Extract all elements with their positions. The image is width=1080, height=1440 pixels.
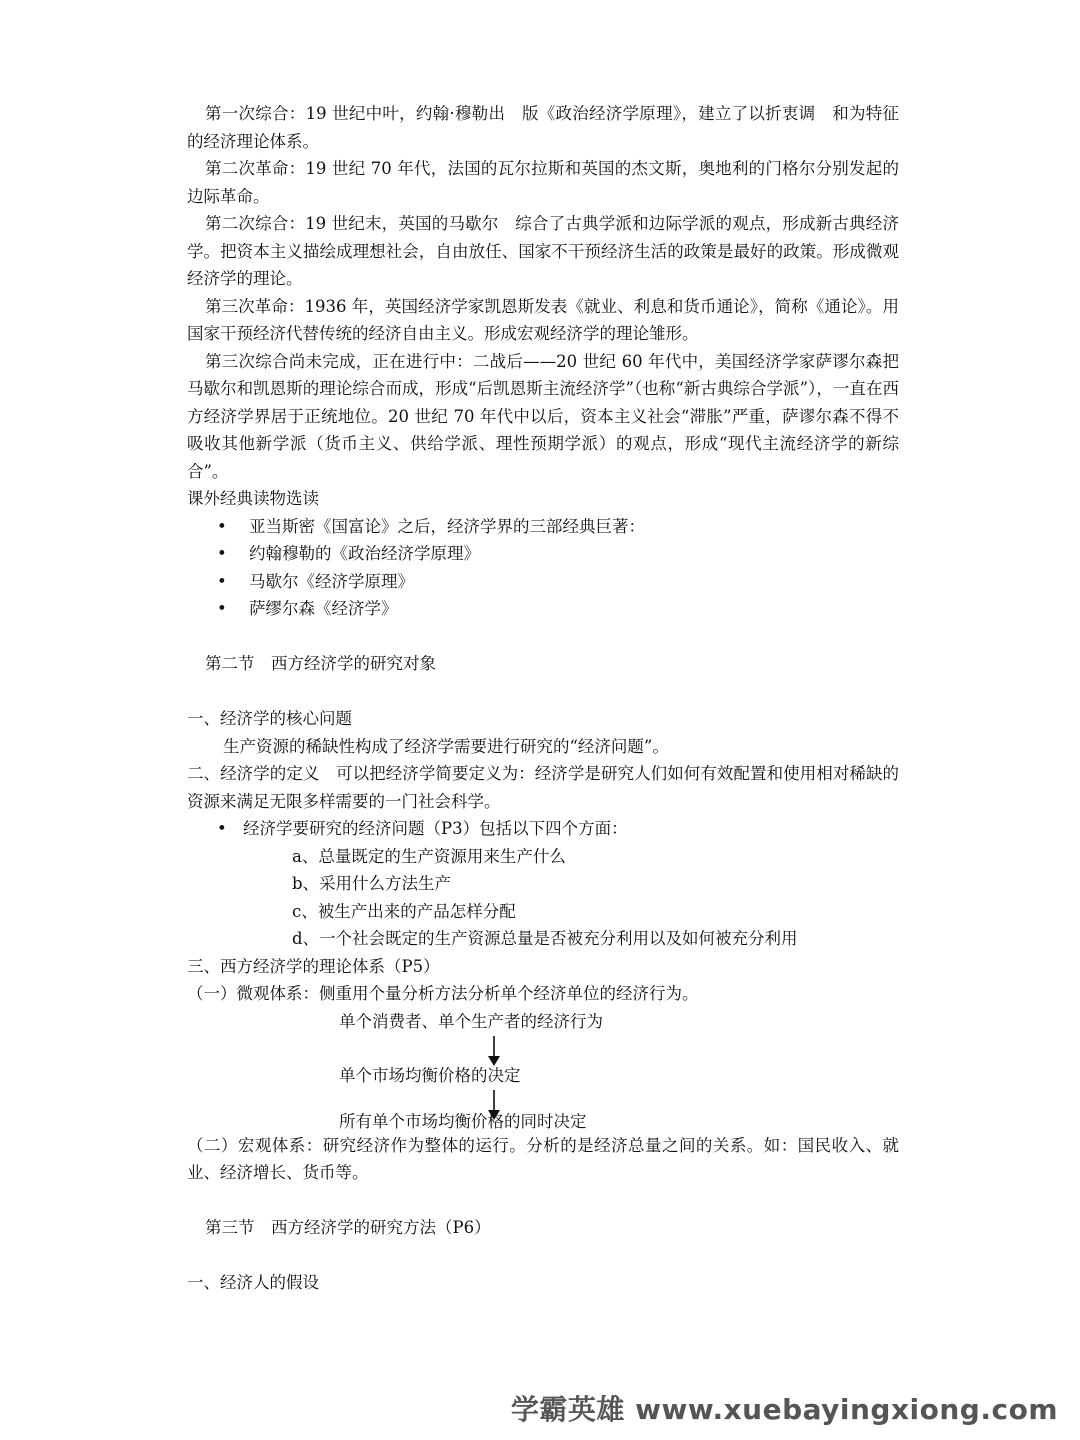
bullet-icon: • (217, 599, 227, 618)
theory-system-heading: 三、西方经济学的理论体系（P5） (187, 956, 440, 976)
reading-heading: 课外经典读物选读 (187, 489, 319, 508)
spacer (187, 623, 899, 651)
paragraph-first-synthesis: 第一次综合：19 世纪中叶，约翰·穆勒出 版《政治经济学原理》，建立了以折衷调 和为特征的经济理论体系。 (187, 104, 899, 151)
watermark-footer: 学霸英雄 www.xuebayingxiong.com (510, 1393, 1058, 1426)
core-problem-text: 生产资源的稀缺性构成了经济学需要进行研究的“经济问题”。 (223, 736, 669, 756)
economic-man-heading: 一、经济人的假设 (187, 1273, 319, 1292)
reading-item-text: 约翰穆勒的《政治经济学原理》 (249, 544, 480, 563)
micro-system-text: （一）微观体系：侧重用个量分析方法分析单个经济单位的经济行为。 (187, 984, 699, 1003)
paragraph-third-revolution: 第三次革命：1936 年，英国经济学家凯恩斯发表《就业、利息和货币通论》，简称《通论》。用国家干预经济代替传统的经济自由主义。形成宏观经济学的理论雏形。 (187, 296, 899, 343)
list-item (187, 595, 899, 623)
list-item: d、一个社会既定的生产资源总量是否被充分利用以及如何被充分利用 (292, 929, 798, 948)
flow-node-single-market: 单个市场均衡价格的决定 (339, 1065, 521, 1085)
reading-item-text: 马歇尔《经济学原理》 (249, 571, 414, 591)
bullet-icon: • (217, 819, 227, 838)
section-three-title: 第三节 西方经济学的研究方法（P6） (205, 1218, 491, 1237)
reading-item-text: 亚当斯密《国富论》之后，经济学界的三部经典巨著： (249, 516, 645, 536)
section-two-title: 第二节 西方经济学的研究对象 (205, 654, 436, 673)
paragraph-second-revolution: 第二次革命：19 世纪 70 年代，法国的瓦尔拉斯和英国的杰文斯，奥地利的门格尔分别发起的边际革命。 (187, 159, 899, 206)
list-item (187, 815, 899, 843)
document-body (187, 100, 899, 1297)
bullet-icon: • (217, 571, 227, 591)
core-problem-heading: 一、经济学的核心问题 (187, 709, 352, 728)
list-item (187, 568, 899, 596)
paragraph-third-synthesis: 第三次综合尚未完成，正在进行中：二战后——20 世纪 60 年代中，美国经济学家萨谬尔森把马歇尔和凯恩斯的理论综合而成，形成“后凯恩斯主流经济学”（也称“新古典综合学派”），一直在西方经济学界居于正统地位。20 世纪 70 年代中以后，资本主义社会“滞胀”严重，萨谬尔森不得不吸收其他新学派（货币主义、供给学派、理性预期学派）的观点，形成“现代主流经济学的新综合”。 (187, 351, 899, 481)
problems-list (187, 815, 899, 843)
problems-intro-text: 经济学要研究的经济问题（P3）包括以下四个方面： (243, 819, 628, 838)
micro-flow-diagram (339, 1008, 899, 1132)
bullet-icon: • (217, 516, 227, 536)
definition-paragraph: 二、经济学的定义 可以把经济学简要定义为：经济学是研究人们如何有效配置和使用相对稀缺的资源来满足无限多样需要的一门社会科学。 (187, 764, 899, 811)
list-item: c、被生产出来的产品怎样分配 (292, 901, 516, 921)
flow-node-individual: 单个消费者、单个生产者的经济行为 (339, 1011, 603, 1031)
reading-list (187, 513, 899, 623)
reading-item-text: 萨缪尔森《经济学》 (249, 599, 398, 618)
spacer (187, 678, 899, 706)
spacer (187, 1242, 899, 1270)
bullet-icon: • (217, 544, 227, 563)
list-item (187, 540, 899, 568)
list-item: a、总量既定的生产资源用来生产什么 (292, 846, 566, 866)
flow-node-all-markets: 所有单个市场均衡价格的同时决定 (339, 1111, 587, 1131)
list-item (187, 513, 899, 541)
paragraph-second-synthesis: 第二次综合：19 世纪末，英国的马歇尔 综合了古典学派和边际学派的观点，形成新古典经济学。把资本主义描绘成理想社会，自由放任、国家不干预经济生活的政策是最好的政策。形成微观经济学的理论。 (187, 214, 899, 288)
list-item: b、采用什么方法生产 (292, 874, 452, 893)
problems-sub-list (187, 843, 899, 953)
macro-system-text: （二）宏观体系：研究经济作为整体的运行。分析的是经济总量之间的关系。如：国民收入、就业、经济增长、货币等。 (187, 1135, 899, 1182)
spacer (187, 1187, 899, 1215)
